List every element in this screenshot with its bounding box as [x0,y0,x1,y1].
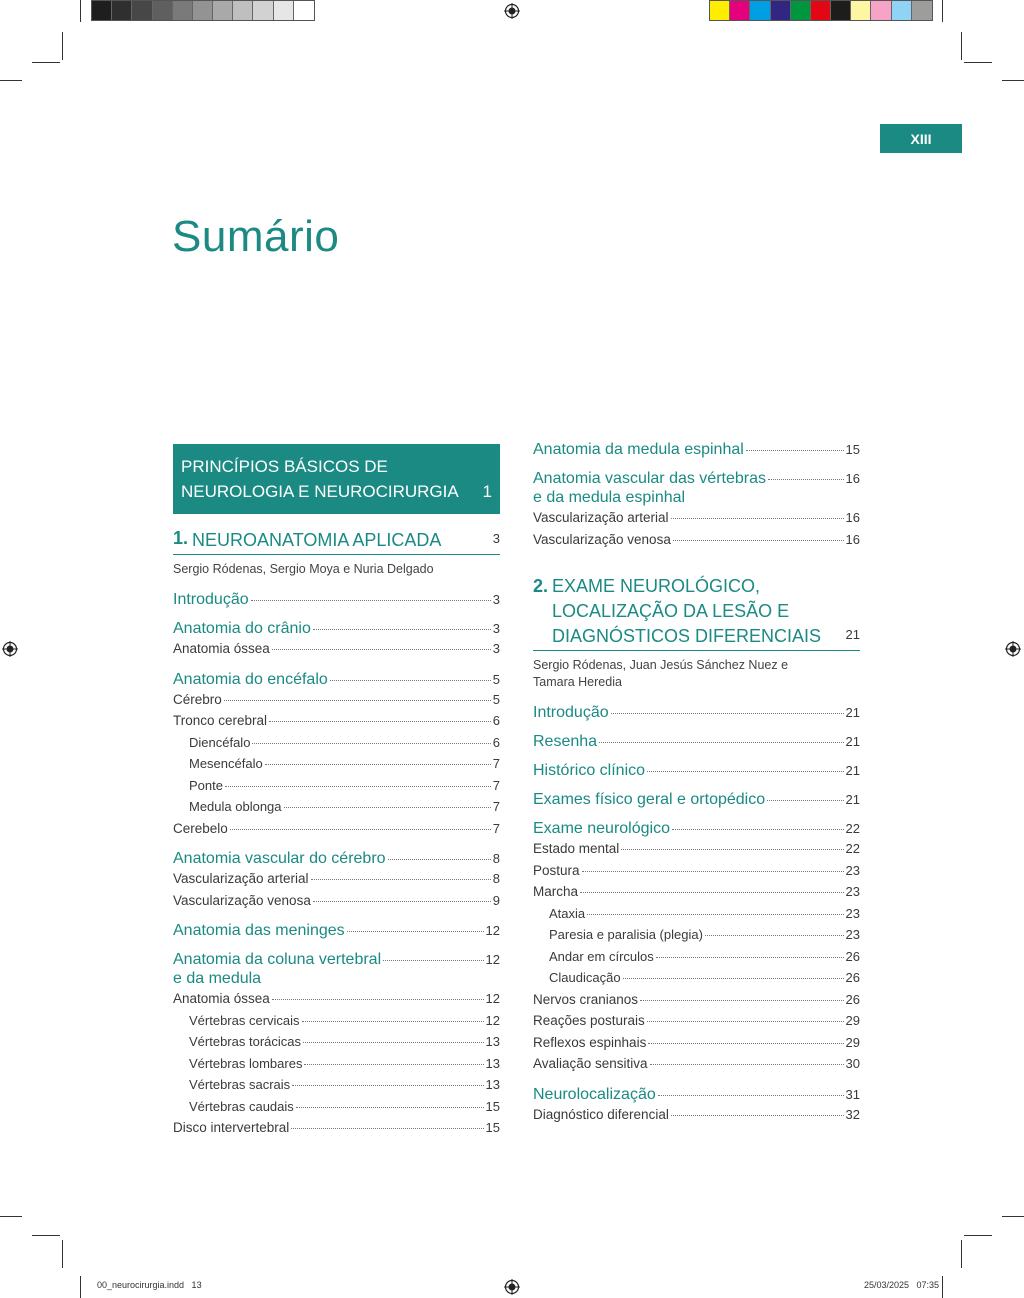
color-swatch [173,1,193,20]
dot-leader [265,764,491,765]
toc-entry-page: 16 [845,471,860,486]
toc-entry[interactable] [173,818,500,840]
chapter-authors: Sergio Ródenas, Juan Jesús Sánchez Nuez e Tamara Heredia [533,658,789,689]
crop-mark [964,1235,992,1236]
part-page: 1 [482,482,492,501]
toc-entry[interactable] [533,507,860,529]
toc-entry[interactable] [173,619,500,638]
toc-entry-page: 13 [485,1077,500,1092]
toc-entry-title: Cerebelo [173,820,228,836]
toc-entry-title: Anatomia vascular das vértebras e da medula espinhal [533,470,766,506]
dot-leader [313,629,491,630]
dot-leader [230,829,491,830]
toc-entry-title: Andar em círculos [549,948,654,964]
color-swatch [892,1,912,20]
crop-mark [80,0,81,22]
toc-entry-page: 12 [485,923,500,938]
dot-leader [272,649,491,650]
dot-leader [388,859,491,860]
toc-entry-page: 13 [485,1034,500,1049]
color-swatch [710,1,730,20]
toc-entry[interactable] [173,890,500,912]
chapter-authors: Sergio Ródenas, Sergio Moya e Nuria Delgado [173,562,434,576]
dot-leader [705,935,844,936]
toc-entry[interactable] [173,753,500,775]
dot-leader [647,771,844,772]
toc-entry-title: Vascularização arterial [173,871,309,886]
crop-mark [964,62,992,63]
dot-leader [648,1043,843,1044]
toc-entry[interactable] [533,1085,860,1104]
chapter-heading[interactable] [173,526,500,555]
toc-entry[interactable] [533,732,860,751]
toc-entry-page: 30 [845,1056,860,1071]
toc-entry-title: Vértebras cervicais [189,1012,300,1028]
dot-leader [313,901,491,902]
dot-leader [656,957,844,958]
crop-mark [961,1240,962,1268]
dot-leader [647,1021,844,1022]
toc-entry-title: Paresia e paralisia (plegia) [549,927,703,942]
toc-entry-title: Exame neurológico [533,820,670,837]
toc-entry-title: Vascularização venosa [533,531,671,547]
toc-entry-title: Ataxia [549,905,586,921]
dot-leader [672,829,844,830]
toc-entry[interactable] [533,790,860,809]
toc-entry-title: Introdução [173,591,249,608]
toc-entry-title: Avaliação sensitiva [533,1056,648,1071]
toc-entry-title: Reações posturais [533,1013,645,1028]
crop-mark [1002,1216,1024,1217]
crop-mark [62,1240,63,1268]
toc-entry[interactable] [173,590,500,609]
toc-entry-page: 3 [492,641,500,656]
toc-entry-page: 7 [492,756,500,771]
color-swatch [112,1,132,20]
toc-entry-title: Marcha [533,884,579,899]
toc-entry-page: 21 [845,792,860,807]
color-swatch [831,1,851,20]
toc-entry-title: Mesencéfalo [189,756,263,771]
color-swatch [730,1,750,20]
dot-leader [303,1042,484,1043]
dot-leader [284,807,491,808]
dot-leader [383,960,483,961]
toc-entry-page: 26 [845,991,860,1007]
dot-leader [225,786,491,787]
toc-entry-page: 15 [485,1098,500,1114]
toc-entry[interactable] [173,1031,500,1053]
color-swatch [851,1,871,20]
toc-entry[interactable] [173,921,500,940]
page-number-badge: XIII [880,124,962,153]
toc-entry-page: 3 [492,621,500,636]
toc-right-column [533,440,860,1125]
grayscale-color-bar [91,0,315,21]
toc-entry-title: Vértebras lombares [189,1055,303,1071]
color-swatch [811,1,831,20]
toc-entry-page: 12 [485,991,500,1006]
dot-leader [611,713,844,714]
toc-entry-title: Anatomia do encéfalo [173,670,328,688]
color-swatch [274,1,294,20]
toc-entry-title: Medula oblonga [189,799,282,814]
dot-leader [671,1115,844,1116]
crop-mark [32,1235,60,1236]
toc-entry[interactable] [533,1010,860,1032]
crop-mark [942,0,943,22]
toc-entry[interactable] [533,819,860,838]
toc-entry-list [173,590,500,1139]
process-color-bar [709,0,933,21]
dot-leader [580,892,844,893]
toc-entry[interactable] [173,796,500,818]
toc-entry-page: 31 [845,1086,860,1102]
toc-entry-title: Resenha [533,733,598,750]
toc-entry[interactable] [173,710,500,732]
toc-entry-page: 26 [845,948,860,964]
toc-entry-page: 16 [845,531,860,547]
dot-leader [296,1107,484,1108]
toc-entry-title: Vascularização arterial [533,510,669,525]
toc-entry[interactable] [533,903,860,925]
color-swatch [132,1,152,20]
color-swatch [294,1,314,20]
dot-leader [587,914,843,915]
toc-entry-page: 12 [485,1012,500,1028]
toc-entry-title: Nervos cranianos [533,991,639,1007]
chapter-title: EXAME NEUROLÓGICO, LOCALIZAÇÃO DA LESÃO E DIAGNÓSTICOS DIFERENCIAIS [552,576,822,646]
toc-entry-title: Histórico clínico [533,762,646,779]
toc-entry[interactable] [173,1053,500,1075]
toc-entry-page: 13 [485,1055,500,1071]
toc-entry-page: 3 [492,592,500,607]
toc-entry-page: 29 [845,1013,860,1028]
toc-entry[interactable] [173,638,500,660]
color-swatch [193,1,213,20]
toc-entry-title: Diagnóstico diferencial [533,1106,669,1122]
crop-mark [32,62,60,63]
toc-entry[interactable] [533,967,860,989]
color-swatch [750,1,770,20]
toc-entry[interactable] [533,989,860,1011]
dot-leader [658,1095,844,1096]
toc-entry[interactable] [533,440,860,459]
toc-entry-page: 23 [845,884,860,899]
part-heading[interactable] [173,444,500,514]
crop-mark [961,32,962,60]
chapter-title: NEUROANATOMIA APLICADA [192,530,442,550]
toc-entry-page: 16 [845,510,860,525]
toc-entry[interactable] [533,881,860,903]
color-swatch [791,1,811,20]
dot-leader [673,540,844,541]
dot-leader [746,450,844,451]
toc-entry-title: Claudicação [549,970,621,985]
color-swatch [771,1,791,20]
toc-entry-title: Vértebras caudais [189,1098,294,1114]
chapter-heading[interactable] [533,574,860,651]
toc-entry[interactable] [173,732,500,754]
toc-entry[interactable] [173,849,500,868]
page-title: Sumário [172,212,340,261]
toc-entry-page: 9 [492,892,500,908]
crop-mark [0,1216,22,1217]
registration-mark-top-icon [504,3,520,19]
toc-entry-page: 26 [845,970,860,985]
toc-entry-page: 7 [492,777,500,793]
dot-leader [621,849,843,850]
toc-entry-list [533,440,860,550]
toc-entry[interactable] [533,1053,860,1075]
toc-entry[interactable] [173,670,500,689]
toc-entry-page: 6 [492,734,500,750]
toc-entry-title: Anatomia óssea [173,991,270,1006]
registration-mark-left-icon [2,641,18,657]
chapter-page: 3 [492,531,500,546]
toc-entry-page: 23 [845,862,860,878]
toc-entry[interactable] [173,1117,500,1139]
crop-mark [80,1276,81,1298]
part-title: PRINCÍPIOS BÁSICOS DE NEUROLOGIA E NEUROCIRURGIA [181,457,459,501]
color-swatch [912,1,932,20]
toc-entry-page: 6 [492,713,500,728]
dot-leader [671,518,844,519]
toc-entry-page: 8 [492,851,500,866]
toc-left-column [173,444,500,1139]
dot-leader [768,479,844,480]
crop-mark [942,1276,943,1298]
toc-entry-title: Vértebras torácicas [189,1034,301,1049]
toc-entry-page: 21 [845,705,860,720]
toc-entry-title: Anatomia vascular do cérebro [173,850,386,867]
toc-entry-page: 23 [845,905,860,921]
toc-entry-page: 7 [492,799,500,814]
chapter-page: 21 [845,627,860,642]
toc-entry[interactable] [533,1032,860,1054]
toc-entry[interactable] [533,838,860,860]
dot-leader [291,1128,483,1129]
crop-mark [62,32,63,60]
dot-leader [347,931,484,932]
dot-leader [224,700,491,701]
crop-mark [0,80,22,81]
toc-entry-title: Postura [533,862,580,878]
toc-entry-page: 21 [845,734,860,749]
toc-entry-title: Vértebras sacrais [189,1077,291,1092]
toc-entry-page: 29 [845,1034,860,1050]
toc-entry[interactable] [533,703,860,722]
toc-entry-page: 8 [492,871,500,886]
chapter-number: 2. [533,576,549,596]
color-swatch [253,1,273,20]
dot-leader [767,800,843,801]
dot-leader [650,1064,844,1065]
toc-entry-page: 15 [485,1120,500,1135]
toc-entry-page: 5 [492,691,500,707]
toc-entry[interactable] [533,924,860,946]
toc-entry-title: Estado mental [533,841,620,856]
toc-entry-title: Reflexos espinhais [533,1034,647,1050]
dot-leader [304,1064,483,1065]
toc-entry[interactable] [173,1096,500,1118]
toc-entry-title: Cérebro [173,691,222,707]
toc-entry[interactable] [533,529,860,551]
registration-mark-right-icon [1005,641,1021,657]
chapter-number: 1. [173,528,189,548]
dot-leader [311,879,491,880]
color-swatch [233,1,253,20]
dot-leader [640,1000,843,1001]
toc-entry-page: 32 [845,1106,860,1122]
dot-leader [269,721,491,722]
toc-entry-page: 22 [845,821,860,836]
toc-entry-title: Introdução [533,704,609,721]
footer-timestamp: 25/03/2025 07:35 [864,1280,940,1290]
toc-entry-title: Anatomia do crânio [173,620,311,637]
dot-leader [272,999,484,1000]
toc-entry-page: 23 [845,927,860,942]
color-swatch [92,1,112,20]
dot-leader [292,1085,483,1086]
toc-entry-title: Exames físico geral e ortopédico [533,791,766,808]
toc-entry-title: Tronco cerebral [173,713,268,728]
dot-leader [599,742,843,743]
toc-entry-page: 21 [845,763,860,778]
dot-leader [623,978,844,979]
toc-entry[interactable] [533,860,860,882]
color-swatch [213,1,233,20]
color-swatch [153,1,173,20]
registration-mark-bottom-icon [504,1279,520,1295]
toc-entry-page: 12 [485,952,500,967]
toc-entry-title: Ponte [189,777,223,793]
toc-entry[interactable] [533,946,860,968]
toc-entry-page: 5 [492,671,500,687]
toc-entry-title: Anatomia da medula espinhal [533,441,744,458]
toc-entry[interactable] [533,1104,860,1126]
footer-filename: 00_neurocirurgia.indd 13 [97,1280,202,1290]
toc-entry-title: Vascularização venosa [173,892,311,908]
toc-entry[interactable] [173,868,500,890]
toc-entry-page: 7 [492,820,500,836]
toc-entry-page: 22 [845,841,860,856]
toc-entry[interactable] [173,988,500,1010]
dot-leader [302,1021,484,1022]
toc-entry-title: Neurolocalização [533,1085,656,1103]
dot-leader [252,743,490,744]
crop-mark [1002,80,1024,81]
toc-entry[interactable] [533,469,860,507]
toc-entry-title: Anatomia óssea [173,641,270,656]
toc-entry[interactable] [533,761,860,780]
toc-entry[interactable] [173,950,500,988]
toc-entry-title: Diencéfalo [189,734,251,750]
toc-entry[interactable] [173,775,500,797]
toc-entry-title: Anatomia da coluna vertebral e da medula [173,951,382,987]
toc-entry-page: 15 [845,442,860,457]
dot-leader [330,680,491,681]
color-swatch [871,1,891,20]
toc-entry-list [533,703,860,1125]
toc-entry[interactable] [173,1010,500,1032]
dot-leader [582,871,844,872]
toc-entry-title: Anatomia das meninges [173,922,345,939]
toc-entry-title: Disco intervertebral [173,1120,290,1135]
toc-entry[interactable] [173,1074,500,1096]
toc-entry[interactable] [173,689,500,711]
dot-leader [251,600,491,601]
